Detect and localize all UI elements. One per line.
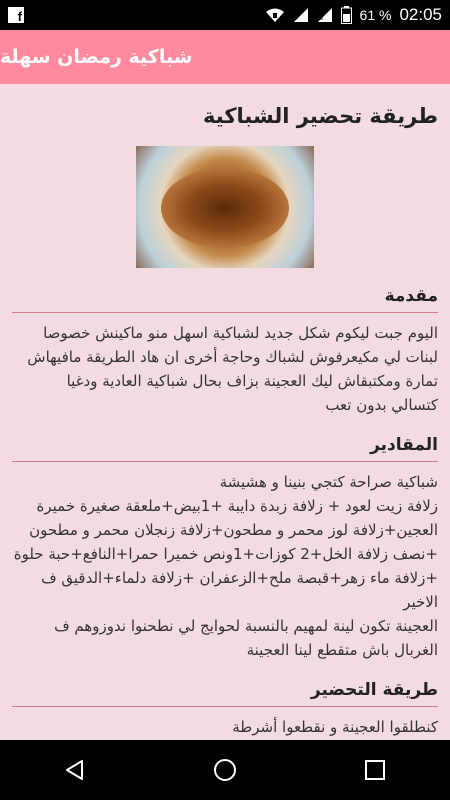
recents-button[interactable] <box>345 740 405 800</box>
ingredients-line: +زلافة ماء زهر+قبصة ملح+الزعفران +زلافة دلماء+الدقيق ف الاخير <box>41 569 438 611</box>
recents-icon <box>365 760 385 780</box>
app-bar-title: شباكية رمضان سهلة <box>0 46 193 68</box>
status-indicators <box>265 5 442 25</box>
facebook-icon: f <box>8 7 24 23</box>
recipe-image <box>136 146 314 268</box>
ingredients-line: العجينة تكون لينة لمهيم بالنسبة لحوايج لي نطحنوا ندوزوهم ف <box>54 617 438 635</box>
ingredients-line: الغربال باش متقطع لينا العجينة <box>246 641 438 659</box>
intro-line: كتسالي بدون تعب <box>325 396 438 414</box>
status-bar <box>0 0 450 30</box>
app-bar <box>0 30 450 84</box>
home-icon <box>213 758 237 782</box>
wifi-icon <box>265 7 285 23</box>
intro-line: تمارة ومكتبقاش ليك العجينة بزاف بحال شباكية العادية ودغيا <box>66 372 438 390</box>
preparation-line: كنطلقوا العجينة و نقطعوا أشرطة <box>232 718 438 736</box>
home-button[interactable] <box>195 740 255 800</box>
ingredients-line: العجين+زلافة لوز محمر و مطحون+زلافة زنجلان محمر و مطحون <box>29 521 438 539</box>
article-content[interactable] <box>0 84 450 740</box>
navigation-bar <box>0 740 450 800</box>
signal-icon-2 <box>317 7 333 23</box>
back-icon <box>64 759 86 781</box>
ingredients-text <box>12 470 438 662</box>
intro-line: لبنات لي مكيعرفوش لشباك وحاجة أخرى ان هاد الطريقة مافيهاش <box>27 348 438 366</box>
ingredients-line: زلافة زيت لعود + زلافة زبدة دايبة +1بيض+ملعقة صغيرة خميرة <box>36 497 438 515</box>
battery-icon <box>341 6 352 24</box>
status-time: 02:05 <box>399 5 442 24</box>
section-header-ingredients: المقادير <box>12 435 438 462</box>
page-title: طريقة تحضير الشباكية <box>203 104 438 128</box>
section-header-intro: مقدمة <box>12 286 438 313</box>
ingredients-line: +نصف زلافة الخل+2 كوزات+1ونص خميرا حمرا+النافع+حبة حلوة <box>13 545 438 563</box>
ingredients-line: شباكية صراحة كتجي بنينا و هشيشة <box>219 473 438 491</box>
svg-text:x: x <box>319 15 324 22</box>
intro-text <box>12 321 438 417</box>
signal-icon <box>293 7 309 23</box>
section-header-preparation: طريقة التحضير <box>12 680 438 707</box>
back-button[interactable] <box>45 740 105 800</box>
intro-line: اليوم جبت ليكوم شكل جديد لشباكية اسهل منو ماكينش خصوصا <box>43 324 438 342</box>
battery-percent: 61 % <box>359 7 392 23</box>
